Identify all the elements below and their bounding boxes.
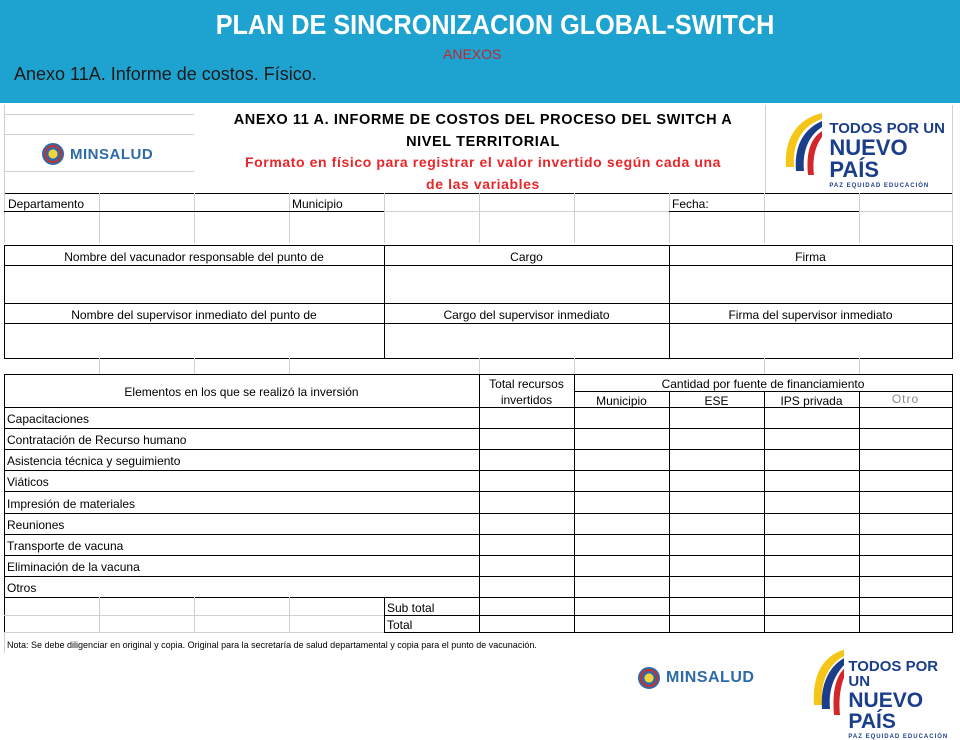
minsalud-logo-text: MINSALUD [70, 145, 154, 163]
document-title-line4: de las variables [426, 176, 540, 192]
total-recursos-header-line2: invertidos [500, 393, 553, 407]
table-row: Asistencia técnica y seguimiento [7, 454, 181, 468]
vacunador-name-field[interactable] [5, 266, 384, 303]
todos-logo-line1: TODOS POR UN [829, 120, 945, 137]
municipio-label: Municipio [292, 197, 343, 211]
table-row: Otros [7, 581, 37, 595]
table-row: Capacitaciones [7, 412, 90, 426]
document-title-line1: ANEXO 11 A. INFORME DE COSTOS DEL PROCESO DEL SWITCH A [233, 112, 733, 128]
colombia-seal-icon [42, 143, 64, 165]
ips-privada-subheader: IPS privada [780, 394, 843, 408]
supervisor-name-label: Nombre del supervisor inmediato del punto de [71, 308, 317, 322]
cargo-supervisor-field[interactable] [385, 324, 669, 358]
footnote: Nota: Se debe diligenciar en original y copia. Original para la secretaría de salud departamental y copia para el punto de vacunación. [7, 640, 537, 650]
footer-minsalud-logo-text: MINSALUD [666, 669, 755, 686]
table-row: Reuniones [7, 518, 65, 532]
firma-field[interactable] [670, 266, 952, 303]
firma-supervisor-field[interactable] [670, 324, 952, 358]
todos-logo-line2: NUEVO PAÍS [829, 135, 908, 182]
firma-supervisor-label: Firma del supervisor inmediato [728, 308, 893, 322]
header-banner [0, 0, 960, 103]
document-title-line2: NIVEL TERRITORIAL [406, 134, 560, 150]
footer-todos-por-un-nuevo-pais-logo [806, 645, 960, 740]
section-label: ANEXOS [443, 46, 502, 62]
page-title: PLAN DE SINCRONIZACION GLOBAL-SWITCH [215, 9, 775, 40]
table-row: Contratación de Recurso humano [7, 433, 187, 447]
footer-colombia-seal-icon [638, 667, 660, 689]
minsalud-logo [42, 143, 153, 165]
footer-todos-logo-line1: TODOS POR UN [848, 658, 939, 690]
departamento-label: Departamento [8, 197, 85, 211]
table-row: Transporte de vacuna [7, 539, 124, 553]
cargo-field[interactable] [385, 266, 669, 303]
total-label: Total [387, 618, 413, 632]
total-recursos-header-line1: Total recursos [489, 377, 564, 391]
vacunador-name-label: Nombre del vacunador responsable del punto de [64, 250, 324, 264]
page-subtitle: Anexo 11A. Informe de costos. Físico. [14, 64, 317, 84]
colombia-flag-swoosh-icon [778, 109, 823, 179]
table-row: Impresión de materiales [7, 497, 136, 511]
cost-report-sheet [4, 105, 956, 653]
table-row: Viáticos [7, 475, 49, 489]
footer-colombia-flag-swoosh-icon [806, 645, 844, 717]
document-title-line3: Formato en físico para registrar el valor invertido según cada una [244, 154, 722, 170]
supervisor-name-field[interactable] [5, 324, 384, 358]
fecha-label: Fecha: [672, 197, 709, 211]
ese-subheader: ESE [704, 394, 729, 408]
todos-logo-line3: PAZ EQUIDAD EDUCACIÓN [829, 183, 930, 189]
todos-por-un-nuevo-pais-logo [778, 109, 956, 189]
cargo-supervisor-label: Cargo del supervisor inmediato [443, 308, 610, 322]
municipio-subheader: Municipio [596, 394, 647, 408]
elementos-header: Elementos en los que se realizó la inversión [124, 385, 359, 399]
cantidad-fuente-header: Cantidad por fuente de financiamiento [661, 377, 865, 391]
footer-minsalud-logo [638, 667, 754, 689]
table-row: Eliminación de la vacuna [7, 560, 140, 574]
footer-todos-logo-line2: NUEVO PAÍS [848, 689, 924, 733]
otro-subheader: Otro [891, 392, 920, 406]
footer-todos-logo-line3: PAZ EQUIDAD EDUCACIÓN [848, 734, 949, 740]
subtotal-label: Sub total [387, 601, 435, 615]
firma-label: Firma [795, 250, 826, 264]
cargo-label: Cargo [510, 250, 543, 264]
